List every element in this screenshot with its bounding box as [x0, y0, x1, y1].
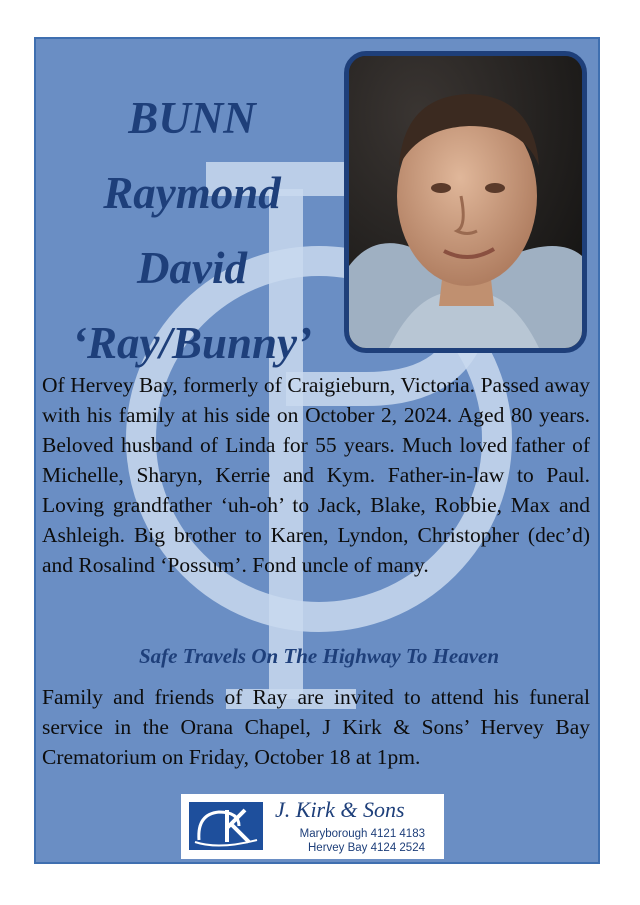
- tagline: Safe Travels On The Highway To Heaven: [138, 644, 500, 668]
- nickname: ‘Ray/Bunny’: [71, 318, 313, 368]
- jks-logo-icon: [189, 802, 263, 850]
- portrait-image: [349, 56, 582, 348]
- middle-name: David: [137, 243, 247, 293]
- notice-paragraph-2: Family and friends of Ray are invited to attend his funeral service in the Orana Chapel, J Kirk & Sons’ Hervey Bay Crematorium on Friday, October 18 at 1pm.: [42, 685, 590, 769]
- funeral-director-logo: [181, 794, 444, 859]
- surname: BUNN: [128, 93, 256, 143]
- portrait-photo: [344, 51, 587, 353]
- phone-maryborough: Maryborough 4121 4183: [299, 828, 425, 840]
- first-name: Raymond: [103, 168, 281, 218]
- funeral-notice-card: [34, 37, 600, 864]
- notice-paragraph-1: Of Hervey Bay, formerly of Craigieburn, Victoria. Passed away with his family at his side on October 2, 2024. Aged 80 years. Beloved husband of Linda for 55 years. Much loved father of Michelle, Sharyn, Kerrie and Kym. Father-in-law to Paul. Loving grandfather ‘uh-oh’ to Jack, Blake, Robbie, Max and Ashleigh. Big brother to Karen, Lyndon, Christopher (dec’d) and Rosalind ‘Possum’. Fond uncle of many.: [42, 373, 590, 577]
- funeral-director-contact: [277, 827, 425, 855]
- funeral-director-name: J. Kirk & Sons: [275, 797, 405, 822]
- deceased-name-block: [42, 81, 342, 381]
- phone-hervey-bay: Hervey Bay 4124 2524: [308, 842, 425, 854]
